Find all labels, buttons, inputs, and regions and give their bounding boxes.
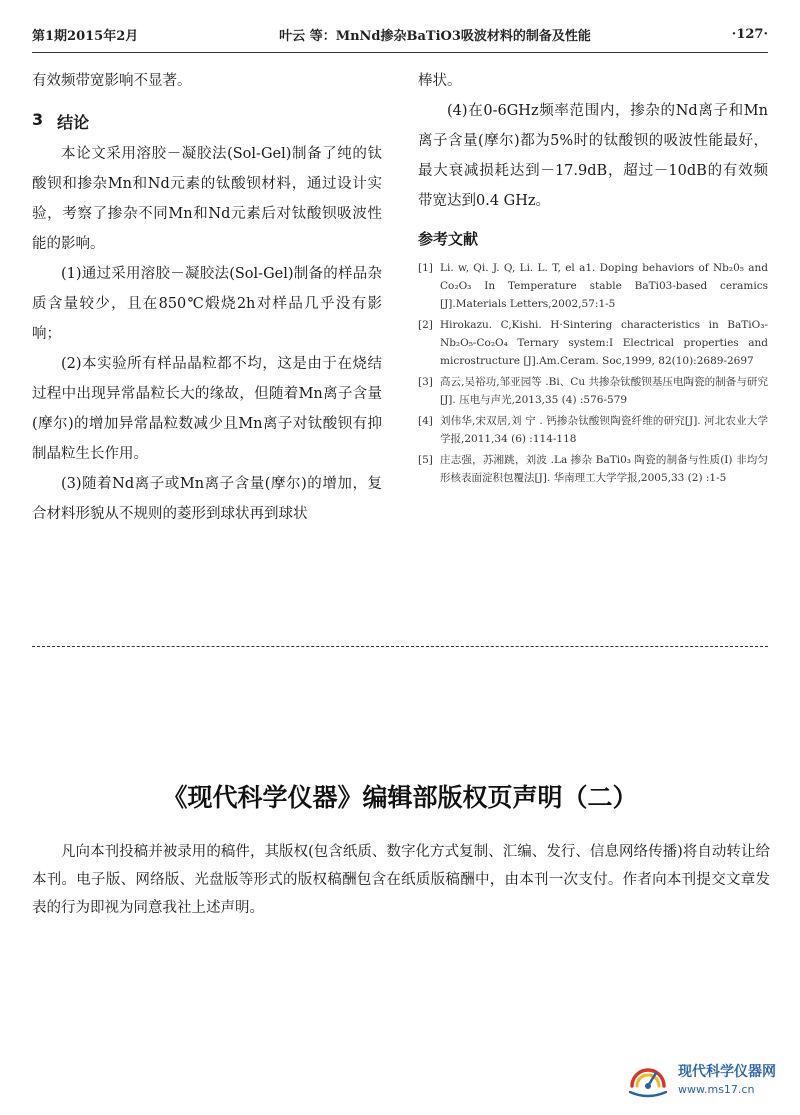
site-logo[interactable] xyxy=(626,1050,786,1106)
reference-text: Hirokazu. C,Kishi. H·Sintering characteristics in BaTiO₃-Nb₂O₅-Co₂O₄ Ternary system:I Electrical properties and microstructure [J].Am.Ceram. Soc,1999, 82(10):2689-2697 xyxy=(440,319,768,367)
issue-label: 第1期2015年2月 xyxy=(32,28,139,44)
article-running-title: 叶云 等：MnNd掺杂BaTiO3吸波材料的制备及性能 xyxy=(279,28,591,44)
section-number: 3 xyxy=(32,110,44,129)
reference-number: [1] xyxy=(418,262,433,274)
page-number: ·127· xyxy=(731,26,768,42)
section-title: 结论 xyxy=(57,113,90,132)
instrument-logo-icon xyxy=(626,1056,670,1100)
notice-body: 凡向本刊投稿并被录用的稿件，其版权(包含纸质、数字化方式复制、汇编、发行、信息网络传播)将自动转让给本刊。电子版、网络版、光盘版等形式的版权稿酬包含在纸质版稿酬中，由本刊一次支付。作者向本刊提交文章发表的行为即视为同意我社上述声明。 xyxy=(32,844,770,916)
running-header xyxy=(32,20,768,48)
carry-over-text: 有效频带宽影响不显著。 xyxy=(32,73,192,89)
reference-item xyxy=(418,373,768,409)
reference-item xyxy=(418,259,768,313)
logo-name: 现代科学仪器网 xyxy=(678,1063,776,1080)
conclusion-item-4: (4)在0-6GHz频率范围内，掺杂的Nd离子和Mn离子含量(摩尔)都为5%时的钛酸钡的吸波性能最好，最大衰减损耗达到－17.9dB，超过－10dB的有效频带宽达到0.4 GHz。 xyxy=(418,103,768,209)
reference-number: [2] xyxy=(418,319,433,331)
dashed-divider xyxy=(32,646,768,647)
section-heading xyxy=(32,110,382,133)
notice-title: 《现代科学仪器》编辑部版权页声明（二） xyxy=(162,783,638,812)
left-column xyxy=(32,66,382,529)
reference-number: [3] xyxy=(418,376,433,388)
conclusion-item-3: (3)随着Nd离子或Mn离子含量(摩尔)的增加，复合材料形貌从不规则的菱形到球状再到球状 xyxy=(32,476,382,522)
reference-text: 刘伟华,宋双居,刘 宁 . 钙掺杂钛酸钡陶瓷纤维的研究[J]. 河北农业大学学报,2011,34 (6) :114-118 xyxy=(440,415,768,445)
conclusion-item-2: (2)本实验所有样品晶粒都不均，这是由于在烧结过程中出现异常晶粒长大的缘故，但随着Mn离子含量(摩尔)的增加异常晶粒数减少且Mn离子对钛酸钡有抑制晶粒生长作用。 xyxy=(32,356,382,462)
reference-item xyxy=(418,451,768,487)
reference-item xyxy=(418,412,768,448)
header-rule xyxy=(32,52,768,53)
reference-number: [4] xyxy=(418,415,433,427)
right-column xyxy=(418,66,768,490)
reference-item xyxy=(418,316,768,370)
reference-text: Li. w, Qi. J. Q, Li. L. T, el a1. Doping behaviors of Nb₂0₅ and Co₂O₃ In Temperature stable BaTi03-based ceramics [J].Materials Letters,2002,57:1-5 xyxy=(440,262,768,310)
logo-url[interactable]: www.ms17.cn xyxy=(678,1082,755,1096)
reference-number: [5] xyxy=(418,454,433,466)
references-heading: 参考文献 xyxy=(418,230,479,248)
reference-text: 庄志强，苏湘跳，刘波 .La 掺杂 BaTi0₃ 陶瓷的制备与性质(I) 非均匀形核表面淀积包覆法[J]. 华南理工大学学报,2005,33 (2) :1-5 xyxy=(440,454,768,484)
conclusion-paragraph: 本论文采用溶胶－凝胶法(Sol-Gel)制备了纯的钛酸钡和掺杂Mn和Nd元素的钛酸钡材料，通过设计实验，考察了掺杂不同Mn和Nd元素后对钛酸钡吸波性能的影响。 xyxy=(32,146,382,252)
conclusion-item-1: (1)通过采用溶胶－凝胶法(Sol-Gel)制备的样品杂质含量较少，且在850℃煅烧2h对样品几乎没有影响； xyxy=(32,266,382,342)
carry-over-text: 棒状。 xyxy=(418,73,462,89)
reference-text: 高云,吴裕功,邹亚园等 .Bi、Cu 共掺杂钛酸钡基压电陶瓷的制备与研究[J]. 压电与声光,2013,35 (4) :576-579 xyxy=(440,376,768,406)
